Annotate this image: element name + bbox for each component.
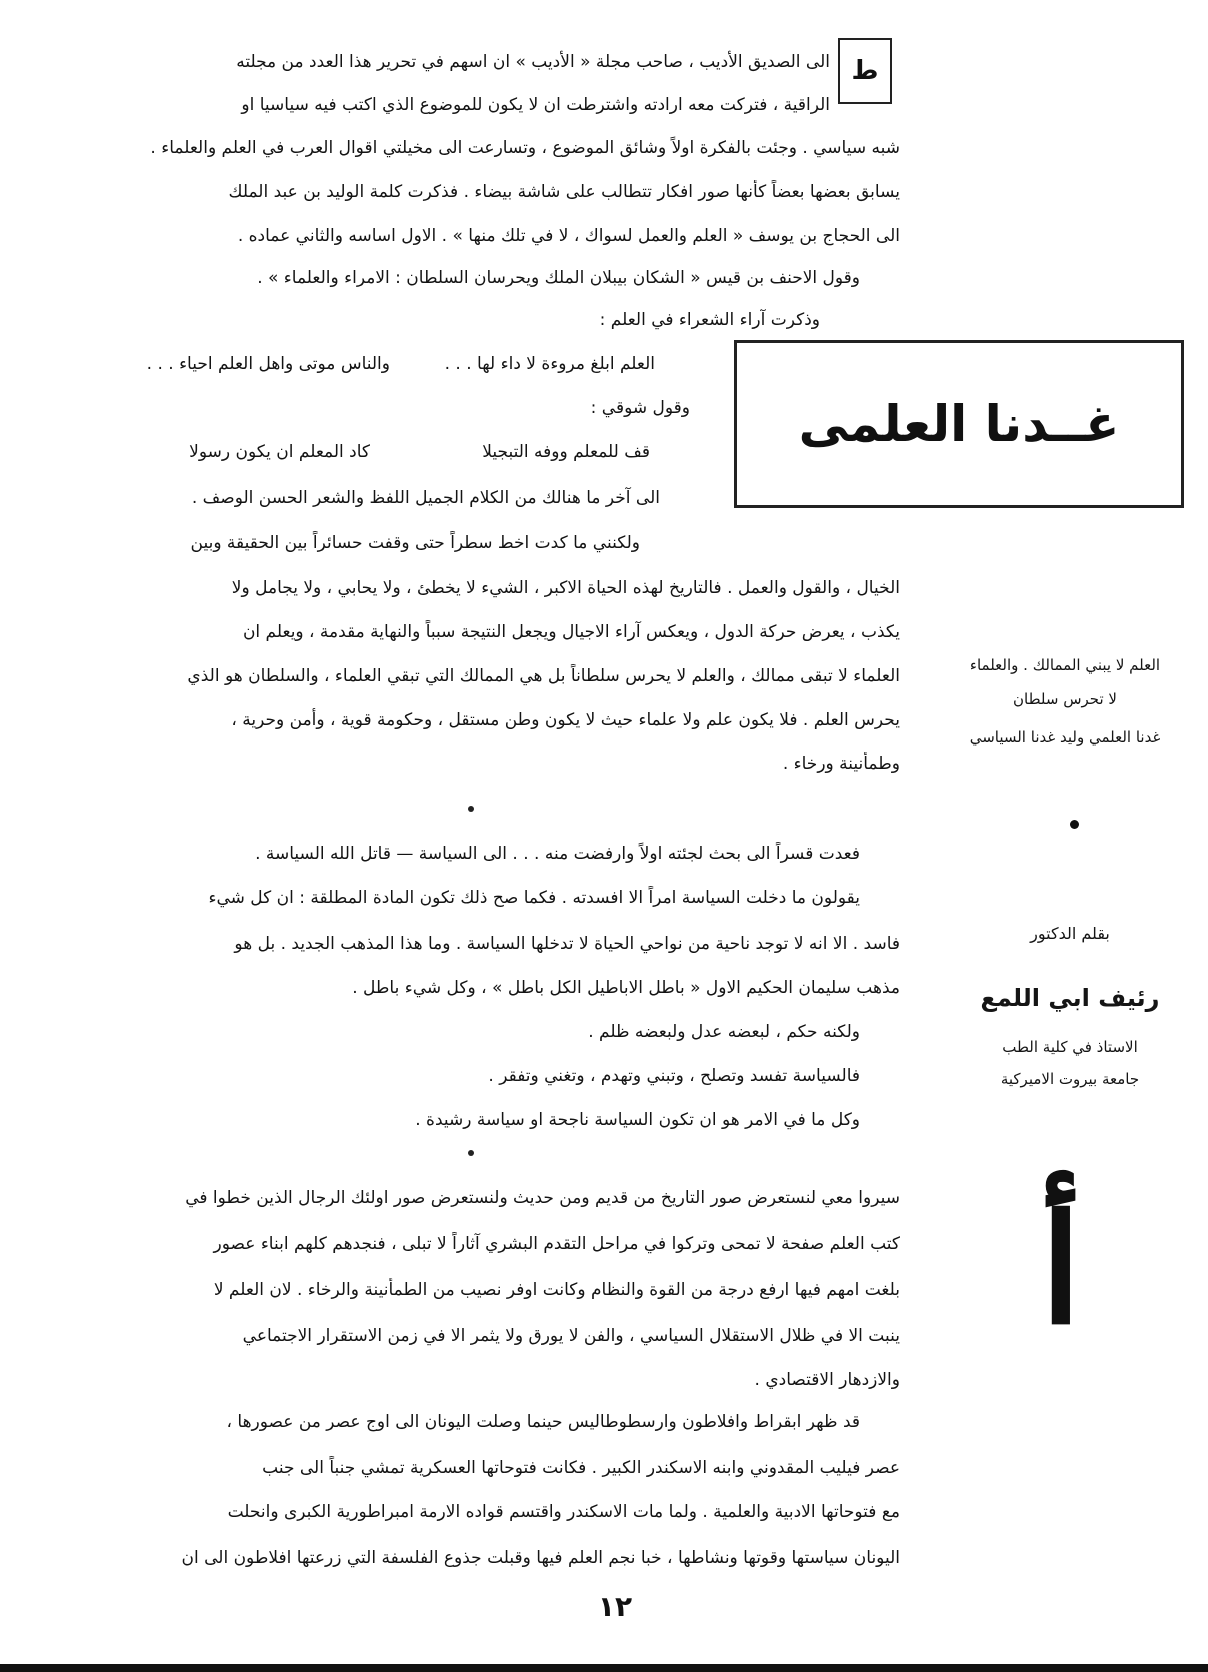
poetry-intro-2: وقول شوقي : — [590, 398, 690, 418]
body-line: يحرس العلم . فلا يكون علم ولا علماء حيث لا يكون وطن مستقل ، وحكومة قوية ، وأمن وحرية ، — [231, 710, 900, 730]
sidebar-quote-line: لا تحرس سلطان — [1013, 690, 1117, 708]
intro-line: شبه سياسي . وجئت بالفكرة اولاً وشائق الموضوع ، وتسارعت الى مخيلتي اقوال العرب في العلم والعلماء . — [150, 138, 900, 158]
byline-label: بقلم الدكتور — [1030, 924, 1110, 943]
poetry-hemistich-left: والناس موتى واهل العلم احياء . . . — [146, 354, 390, 374]
body-line: فعدت قسراً الى بحث لجئته اولاً وارفضت منه . . . الى السياسة — قاتل الله السياسة . — [255, 844, 860, 864]
intro-line: الراقية ، فتركت معه ارادته واشترطت ان لا يكون للموضوع الذي اكتب فيه سياسيا او — [241, 95, 830, 115]
poetry-hemistich-right: قف للمعلم ووفه التبجيلا — [482, 442, 650, 462]
bottom-scan-edge — [0, 1664, 1208, 1672]
author-name: رئيف ابي اللمع — [980, 984, 1160, 1012]
body-line: الخيال ، والقول والعمل . فالتاريخ لهذه الحياة الاكبر ، الشيء لا يخطئ ، ولا يحابي ، ولا يجامل ولا — [231, 578, 900, 598]
body-line: بلغت امهم فيها ارفع درجة من القوة والنظام وكانت اوفر نصيب من الطمأنينة والرخاء . لان العلم لا — [213, 1280, 900, 1300]
body-line: عصر فيليب المقدوني وابنه الاسكندر الكبير . فكانت فتوحاتها العسكرية تمشي جنباً الى جنب — [262, 1458, 900, 1478]
poetry-intro: وذكرت آراء الشعراء في العلم : — [599, 310, 820, 330]
body-line: العلماء لا تبقى ممالك ، والعلم لا يحرس سلطاناً بل هي الممالك التي تبقي العلماء ، والسلطان هو الذي — [187, 666, 900, 686]
sidebar-quote-line: العلم لا يبني الممالك . والعلماء — [969, 656, 1161, 674]
section-divider-dot — [468, 806, 474, 812]
body-line: قد ظهر ابقراط وافلاطون وارسطوطاليس حينما وصلت اليونان الى اوج عصر من عصورها ، — [226, 1412, 860, 1432]
intro-line: الى الحجاج بن يوسف « العلم والعمل لسواك ، لا في تلك منها » . الاول اساسه والثاني عماده . — [237, 226, 900, 246]
body-line: كتب العلم صفحة لا تمحى وتركوا في مراحل التقدم البشري آثاراً لا تبلى ، فنجدهم كلهم ابناء عصور — [213, 1234, 900, 1254]
sidebar-quote-line: غدنا العلمي وليد غدنا السياسي — [969, 728, 1161, 746]
body-line: ولكنه حكم ، لبعضه عدل ولبعضه ظلم . — [588, 1022, 860, 1042]
body-line: يكذب ، يعرض حركة الدول ، ويعكس آراء الاجيال ويجعل النتيجة سبباً والنهاية مقدمة ، ويعلم ان — [242, 622, 900, 642]
intro-line: وقول الاحنف بن قيس « الشكان بيبلان الملك ويحرسان السلطان : الامراء والعلماء » . — [257, 268, 860, 288]
body-line: وطمأنينة ورخاء . — [782, 754, 900, 774]
to-end-line: الى آخر ما هنالك من الكلام الجميل اللفظ والشعر الحسن الوصف . — [191, 488, 660, 508]
corner-mark-box — [838, 38, 892, 104]
article-title-box — [734, 340, 1184, 508]
body-line: ينبت الا في ظلال الاستقلال السياسي ، والفن لا يورق ولا يثمر الا في زمن الاستقرار الاجتماعي — [242, 1326, 900, 1346]
page-number: ١٢ — [597, 1590, 633, 1623]
poetry-hemistich-right: العلم ابلغ مروءة لا داء لها . . . — [444, 354, 655, 374]
body-line: وكل ما في الامر هو ان تكون السياسة ناجحة او سياسة رشيدة . — [415, 1110, 860, 1130]
body-line: مذهب سليمان الحكيم الاول « باطل الاباطيل الكل باطل » ، وكل شيء باطل . — [352, 978, 900, 998]
intro-line: الى الصديق الأديب ، صاحب مجلة « الأديب » ان اسهم في تحرير هذا العدد من مجلته — [236, 52, 830, 72]
body-line: اليونان سياستها وقوتها ونشاطها ، خبا نجم العلم فيها وقبلت جذوع الفلسفة التي زرعتها افلاطون الى ان — [181, 1548, 900, 1568]
author-title: الاستاذ في كلية الطب — [1002, 1038, 1138, 1056]
body-line: فاسد . الا انه لا توجد ناحية من نواحي الحياة لا تدخلها السياسة . وما هذا المذهب الجديد . بل هو — [234, 934, 900, 954]
body-line: سيروا معي لنستعرض صور التاريخ من قديم ومن حديث ولنستعرض صور اولئك الرجال الذين خطوا في — [185, 1188, 900, 1208]
section-divider-dot — [468, 1150, 474, 1156]
body-line: والازدهار الاقتصادي . — [754, 1370, 900, 1390]
corner-mark: ط — [851, 56, 879, 86]
sidebar-bullet — [1070, 820, 1079, 829]
author-affiliation: جامعة بيروت الاميركية — [1000, 1070, 1140, 1088]
body-line: فالسياسة تفسد وتصلح ، وتبني وتهدم ، وتغني وتفقر . — [488, 1066, 860, 1086]
body-line: ولكنني ما كدت اخط سطراً حتى وقفت حسائراً بين الحقيقة وبين — [190, 533, 640, 553]
poetry-hemistich-left: كاد المعلم ان يكون رسولا — [189, 442, 370, 462]
body-line: مع فتوحاتها الادبية والعلمية . ولما مات الاسكندر واقتسم قواده الارمة امبراطورية الكبرى وانحلت — [227, 1502, 900, 1522]
article-title: غــدنا العلمى — [798, 395, 1120, 453]
intro-line: يسابق بعضها بعضاً كأنها صور افكار تتطالب على شاشة بيضاء . فذكرت كلمة الوليد بن عبد الملك — [228, 182, 900, 202]
large-initial-letter: أ — [1040, 1182, 1082, 1358]
body-line: يقولون ما دخلت السياسة امراً الا افسدته . فكما صح ذلك تكون المادة المطلقة : ان كل شيء — [208, 888, 860, 908]
